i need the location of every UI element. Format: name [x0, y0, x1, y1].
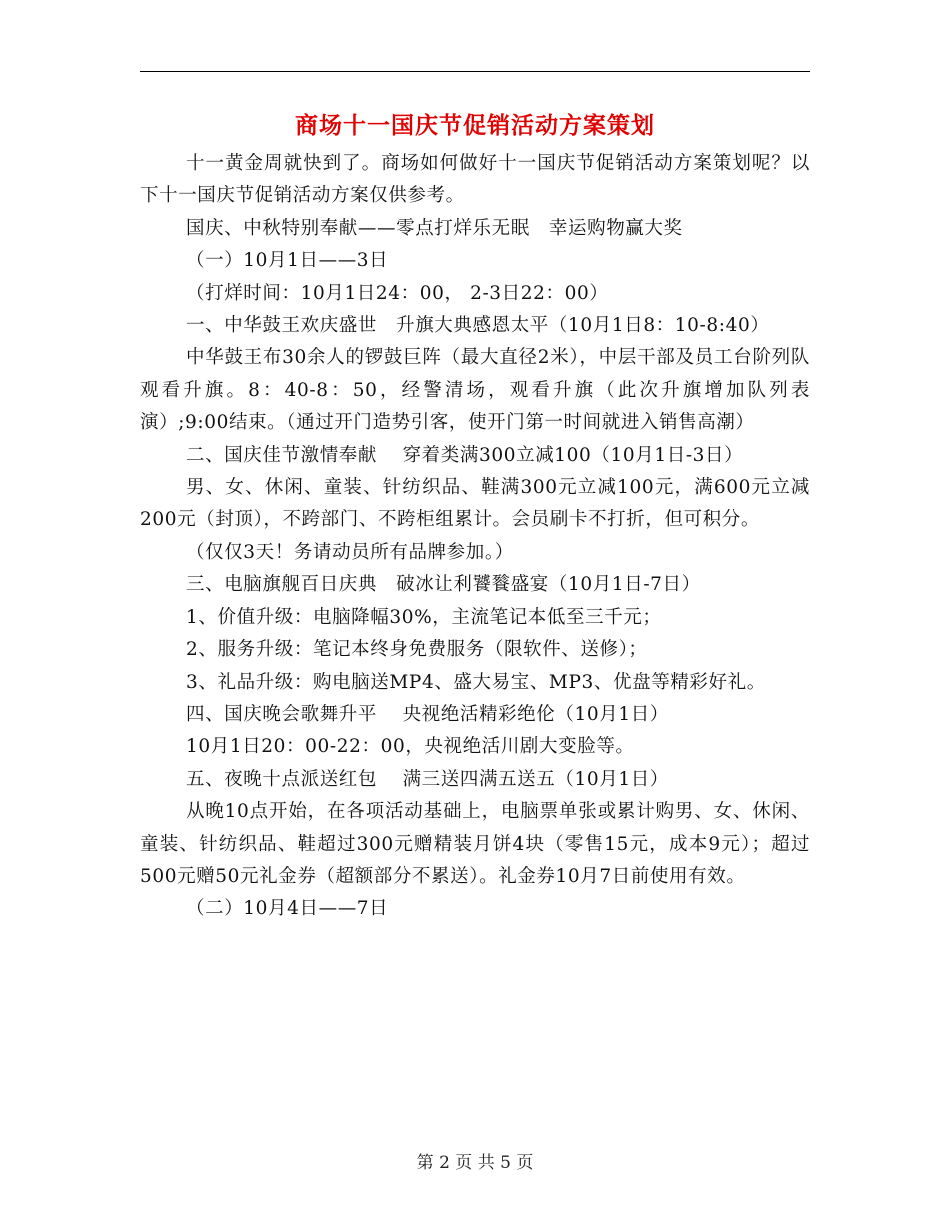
period-two-heading: （二）10月4日——7日 [186, 898, 389, 920]
section-three-item-3: 3、礼品升级：购电脑送MP4、盛大易宝、MP3、优盘等精彩好礼。 [186, 671, 766, 693]
section-three-heading: 三、电脑旗舰百日庆典 破冰让利饕餮盛宴（10月1日-7日） [186, 574, 701, 596]
section-five-body: 从晚10点开始，在各项活动基础上，电脑票单张或累计购男、女、休闲、童装、针纺织品、鞋超过300元赠精装月饼4块（零售15元，成本9元）；超过500元赠50元礼金券（超额部分不累送）。礼金券10月7日前使用有效。 [140, 801, 810, 887]
section-four-heading: 四、国庆晚会歌舞升平 央视绝活精彩绝伦（10月1日） [186, 703, 669, 725]
section-three-item-2: 2、服务升级：笔记本终身免费服务（限软件、送修）； [186, 639, 648, 661]
closing-time-note: （打烊时间：10月1日24：00， 2-3日22：00） [186, 282, 609, 304]
document-body [140, 148, 810, 926]
section-three-item-1: 1、价值升级：电脑降幅30%，主流笔记本低至三千元； [186, 606, 662, 628]
document-title: 商场十一国庆节促销活动方案策划 [295, 112, 655, 139]
section-four-body: 10月1日20：00-22：00，央视绝活川剧大变脸等。 [186, 736, 635, 758]
header-rule [140, 71, 810, 72]
section-one-heading: 一、中华鼓王欢庆盛世 升旗大典感恩太平（10月1日8：10-8:40） [186, 315, 770, 337]
intro-paragraph: 十一黄金周就快到了。商场如何做好十一国庆节促销活动方案策划呢？以下十一国庆节促销活动方案仅供参考。 [140, 153, 810, 207]
section-two-note: （仅仅3天！务请动员所有品牌参加。） [186, 541, 514, 563]
section-five-heading: 五、夜晚十点派送红包 满三送四满五送五（10月1日） [186, 768, 669, 790]
section-two-body: 男、女、休闲、童装、针纺织品、鞋满300元立减100元，满600元立减200元（封顶），不跨部门、不跨柜组累计。会员刷卡不打折，但可积分。 [140, 477, 810, 531]
section-two-heading: 二、国庆佳节激情奉献 穿着类满300立减100（10月1日-3日） [186, 444, 744, 466]
section-one-body: 中华鼓王布30余人的锣鼓巨阵（最大直径2米），中层干部及员工台阶列队观看升旗。8：40-8：50，经警清场，观看升旗（此次升旗增加队列表演）;9:00结束。（通过开门造势引客，使开门第一时间就进入销售高潮） [140, 347, 810, 434]
period-one-heading: （一）10月1日——3日 [186, 250, 389, 272]
special-offer-heading: 国庆、中秋特别奉献——零点打烊乐无眠 幸运购物赢大奖 [186, 217, 683, 239]
page-number-footer: 第 2 页 共 5 页 [416, 1153, 534, 1173]
